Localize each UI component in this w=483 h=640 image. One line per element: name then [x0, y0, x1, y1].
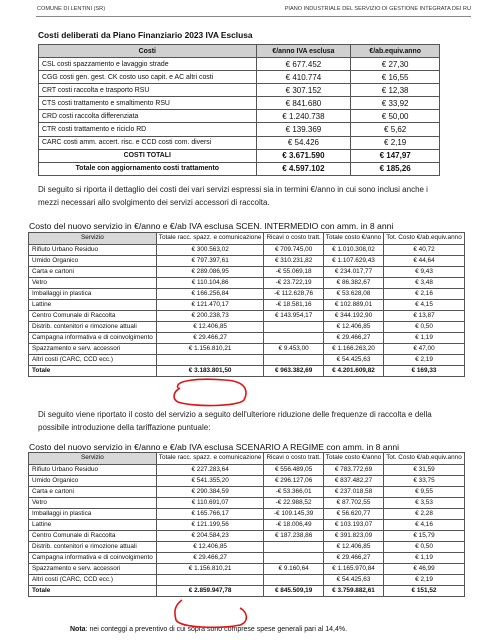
- table-cell: € 0,50: [384, 541, 465, 552]
- table-cell: € 12,38: [351, 84, 440, 97]
- table-row: [29, 508, 465, 519]
- column-header: Tot. Costo €/ab.equiv.anno: [384, 453, 465, 465]
- table-total-row: [39, 149, 440, 162]
- service-name: Campagna informativa e di coinvolgimento: [29, 552, 157, 563]
- table-row: [29, 310, 465, 321]
- cost-label: CARC costi amm. accert. risc. e CCD costi com. diversi: [39, 136, 257, 149]
- table-row: [29, 464, 465, 475]
- table-row: [29, 266, 465, 277]
- table-cell: € 290.384,59: [156, 486, 264, 497]
- table-row: [39, 123, 440, 136]
- table-cell: € 166.256,84: [156, 288, 264, 299]
- service-name: Rifiuto Urbano Residuo: [29, 464, 157, 475]
- table-cell: € 121.199,56: [156, 519, 264, 530]
- total-label: COSTI TOTALI: [39, 149, 257, 162]
- table-row: [39, 97, 440, 110]
- cost-label: CSL costi spazzamento e lavaggio strade: [39, 58, 257, 71]
- table-cell: € 1.240.738: [256, 110, 351, 123]
- table-cell: [156, 354, 264, 365]
- cost-label: CRT costi raccolta e trasporto RSU: [39, 84, 257, 97]
- column-header: Servizio: [29, 233, 157, 245]
- table-cell: € 56.620,77: [323, 508, 383, 519]
- table-total-row: [29, 365, 465, 376]
- table-cell: € 677.452: [256, 58, 351, 71]
- table-cell: [156, 574, 264, 585]
- table-cell: € 2,16: [384, 288, 465, 299]
- table-row: [29, 299, 465, 310]
- footnote-text: : nei conteggi a preventivo di cui sopra sono comprese spese generali pari al 14,4%.: [85, 626, 348, 633]
- table-cell: -€ 22.988,52: [264, 497, 323, 508]
- service-name: Lattine: [29, 299, 157, 310]
- column-header: Tot. Costo €/ab.equiv.anno: [384, 233, 465, 245]
- paragraph-reduction: Di seguito viene riportato il costo del servizio a seguito dell'ulteriore riduzione delle frequenze di raccolta e della possibile introduzione della tariffazione puntuale:: [38, 410, 432, 432]
- column-header: Totale costo €/anno: [323, 453, 383, 465]
- table-cell: € 33,75: [384, 475, 465, 486]
- table1-title: Costi deliberati da Piano Finanziario 2023 IVA Esclusa: [38, 30, 253, 40]
- table-cell: € 12.406,85: [323, 541, 383, 552]
- table-cell: -€ 18.581,16: [264, 299, 323, 310]
- table-cell: € 1.156.810,21: [156, 343, 264, 354]
- table-cell: € 845.509,19: [264, 585, 323, 596]
- table-cell: € 53.628,08: [323, 288, 383, 299]
- table-cell: € 87.702,55: [323, 497, 383, 508]
- header-right: PIANO INDUSTRIALE DEL SERVIZIO DI GESTIONE INTEGRATA DEI RU: [284, 6, 471, 12]
- table-cell: € 15,79: [384, 530, 465, 541]
- table-cell: € 1.156.810,21: [156, 563, 264, 574]
- table-cell: € 12.406,85: [156, 321, 264, 332]
- table-cell: € 9.160,64: [264, 563, 323, 574]
- service-name: Distrib. contenitori e rimozione attuali: [29, 321, 157, 332]
- table-cell: [264, 321, 323, 332]
- table-cell: -€ 53.366,01: [264, 486, 323, 497]
- table-total-row: [29, 585, 465, 596]
- table-cell: € 2.859.947,78: [156, 585, 264, 596]
- table-cell: € 4,15: [384, 299, 465, 310]
- table-cell: € 300.563,02: [156, 244, 264, 255]
- service-name: Carta e cartoni: [29, 486, 157, 497]
- table-cell: € 5,62: [351, 123, 440, 136]
- table-row: [29, 486, 465, 497]
- cost-label: CTS costi trattamento e smaltimento RSU: [39, 97, 257, 110]
- cost-label: CGG costi gen. gest. CK costo uso capit. e AC altri costi: [39, 71, 257, 84]
- table-cell: € 1.165.970,84: [323, 563, 383, 574]
- table-cell: -€ 55.069,18: [264, 266, 323, 277]
- table-cell: € 4.201.609,82: [323, 365, 383, 376]
- service-name: Umido Organico: [29, 475, 157, 486]
- total-label: Totale con aggiornamento costi trattamento: [39, 162, 257, 175]
- column-header: Servizio: [29, 453, 157, 465]
- table-cell: € 1,19: [384, 552, 465, 563]
- total-label: Totale: [29, 365, 157, 376]
- table-cell: € 9.453,00: [264, 343, 323, 354]
- service-name: Centro Comunale di Raccolta: [29, 310, 157, 321]
- table-row: [29, 354, 465, 365]
- table-cell: € 541.355,20: [156, 475, 264, 486]
- table-cell: € 103.193,07: [323, 519, 383, 530]
- table-row: [29, 288, 465, 299]
- table-cell: € 1.010.308,02: [323, 244, 383, 255]
- table-cell: € 143.954,17: [264, 310, 323, 321]
- table-cell: € 1.166.263,20: [323, 343, 383, 354]
- service-name: Altri costi (CARC, CCD ecc.): [29, 574, 157, 585]
- column-header: Totale racc. spazz. e comunicazione: [156, 233, 264, 245]
- table-cell: € 185,26: [351, 162, 440, 175]
- table-cell: € 2,19: [351, 136, 440, 149]
- service-name: Lattine: [29, 519, 157, 530]
- table-cell: € 29.466,27: [156, 332, 264, 343]
- column-header: Totale racc. spazz. e comunicazione: [156, 453, 264, 465]
- column-header: Ricavi o costo tratt.: [264, 233, 323, 245]
- table-cell: € 963.382,69: [264, 365, 323, 376]
- table-row: [29, 541, 465, 552]
- table-cell: € 1,19: [384, 332, 465, 343]
- service-name: Vetro: [29, 277, 157, 288]
- table-row: [29, 563, 465, 574]
- table-cell: € 12.406,85: [323, 321, 383, 332]
- table-cell: -€ 112.628,76: [264, 288, 323, 299]
- table-row: [29, 277, 465, 288]
- table-cell: € 3.671.590: [256, 149, 351, 162]
- table-cell: € 289.086,95: [156, 266, 264, 277]
- service-name: Distrib. contenitori e rimozione attuali: [29, 541, 157, 552]
- table-cell: € 40,72: [384, 244, 465, 255]
- table-cell: [264, 574, 323, 585]
- regime-scenario-table: [28, 452, 465, 597]
- table-cell: € 410.774: [256, 71, 351, 84]
- header-left: COMUNE DI LENTINI (SR): [37, 6, 106, 12]
- cost-label: CRD costi raccolta differenziata: [39, 110, 257, 123]
- table-cell: € 86.382,67: [323, 277, 383, 288]
- table-cell: [264, 552, 323, 563]
- table-cell: € 783.772,69: [323, 464, 383, 475]
- table-row: [39, 110, 440, 123]
- column-header: €/ab.equiv.anno: [351, 45, 440, 58]
- table-cell: € 1.107.629,43: [323, 255, 383, 266]
- table-cell: [264, 541, 323, 552]
- table-row: [29, 497, 465, 508]
- table-cell: € 27,30: [351, 58, 440, 71]
- table-cell: € 110.691,07: [156, 497, 264, 508]
- table-row: [29, 343, 465, 354]
- footnote: [70, 626, 347, 633]
- table-cell: € 391.823,09: [323, 530, 383, 541]
- table-cell: -€ 23.722,19: [264, 277, 323, 288]
- service-name: Rifiuto Urbano Residuo: [29, 244, 157, 255]
- table-row: [29, 244, 465, 255]
- table-cell: € 797.397,61: [156, 255, 264, 266]
- service-name: Imballaggi in plastica: [29, 508, 157, 519]
- table-cell: € 4,16: [384, 519, 465, 530]
- table-cell: -€ 109.145,39: [264, 508, 323, 519]
- table-cell: € 31,59: [384, 464, 465, 475]
- table-cell: € 200.238,73: [156, 310, 264, 321]
- table-header-row: [29, 233, 465, 245]
- total-label: Totale: [29, 585, 157, 596]
- table-cell: € 234.017,77: [323, 266, 383, 277]
- table-cell: € 12.406,85: [156, 541, 264, 552]
- table-cell: € 556.489,05: [264, 464, 323, 475]
- table-cell: € 3.183.801,50: [156, 365, 264, 376]
- table-row: [29, 574, 465, 585]
- table-cell: € 837.482,27: [323, 475, 383, 486]
- table-row: [29, 332, 465, 343]
- table-cell: € 151,52: [384, 585, 465, 596]
- table-cell: € 227.283,64: [156, 464, 264, 475]
- service-name: Centro Comunale di Raccolta: [29, 530, 157, 541]
- table-row: [39, 71, 440, 84]
- table-row: [29, 255, 465, 266]
- table-cell: € 54.425,63: [323, 354, 383, 365]
- column-header: €/anno IVA esclusa: [256, 45, 351, 58]
- table-cell: € 2,28: [384, 508, 465, 519]
- table-cell: € 102.889,01: [323, 299, 383, 310]
- footnote-label: Nota: [70, 626, 86, 633]
- table-cell: € 2,19: [384, 354, 465, 365]
- table3-title: Costo del nuovo servizio in €/anno e €/ab IVA esclusa SCENARIO A REGIME con amm. in 8 anni: [29, 442, 400, 452]
- service-name: Spazzamento e serv. accessori: [29, 343, 157, 354]
- table-cell: € 121.470,17: [156, 299, 264, 310]
- table-cell: € 169,33: [384, 365, 465, 376]
- table-cell: € 237.018,58: [323, 486, 383, 497]
- table-row: [29, 519, 465, 530]
- table-cell: € 29.466,27: [156, 552, 264, 563]
- table-cell: € 0,50: [384, 321, 465, 332]
- table-cell: € 46,99: [384, 563, 465, 574]
- table-header-row: [29, 453, 465, 465]
- table-row: [39, 136, 440, 149]
- table-cell: € 50,00: [351, 110, 440, 123]
- service-name: Carta e cartoni: [29, 266, 157, 277]
- table-cell: € 310.231,82: [264, 255, 323, 266]
- table-cell: € 139.369: [256, 123, 351, 136]
- table-header-row: [39, 45, 440, 58]
- table-cell: € 33,92: [351, 97, 440, 110]
- service-name: Spazzamento e serv. accessori: [29, 563, 157, 574]
- table-cell: € 29.466,27: [323, 332, 383, 343]
- table-cell: -€ 18.006,49: [264, 519, 323, 530]
- table2-title: Costo del nuovo servizio in €/anno e €/ab IVA esclusa SCEN. INTERMEDIO con amm. in 8 anni: [29, 221, 394, 231]
- table-cell: € 54.426: [256, 136, 351, 149]
- table-cell: [264, 332, 323, 343]
- intermediate-scenario-table: [28, 232, 465, 377]
- table-cell: € 344.192,90: [323, 310, 383, 321]
- table-cell: € 47,00: [384, 343, 465, 354]
- column-header: Costi: [39, 45, 257, 58]
- table-cell: € 709.745,00: [264, 244, 323, 255]
- table-row: [29, 321, 465, 332]
- table-cell: € 16,55: [351, 71, 440, 84]
- table-cell: € 13,87: [384, 310, 465, 321]
- table-cell: € 29.466,27: [323, 552, 383, 563]
- table-row: [39, 58, 440, 71]
- table-cell: € 187.238,86: [264, 530, 323, 541]
- column-header: Totale costo €/anno: [323, 233, 383, 245]
- table-cell: € 9,55: [384, 486, 465, 497]
- table-row: [29, 552, 465, 563]
- pef-costs-table: [38, 44, 440, 176]
- table-cell: € 9,43: [384, 266, 465, 277]
- column-header: Ricavi o costo tratt.: [264, 453, 323, 465]
- red-highlight-circle: [170, 378, 250, 408]
- table-row: [39, 84, 440, 97]
- table-cell: € 165.766,17: [156, 508, 264, 519]
- cost-label: CTR costi trattamento e riciclo RD: [39, 123, 257, 136]
- service-name: Vetro: [29, 497, 157, 508]
- table-cell: € 3,48: [384, 277, 465, 288]
- table-cell: € 3.759.882,61: [323, 585, 383, 596]
- table-row: [29, 475, 465, 486]
- table-cell: € 147,97: [351, 149, 440, 162]
- service-name: Campagna informativa e di coinvolgimento: [29, 332, 157, 343]
- table-row: [29, 530, 465, 541]
- paragraph-intro: Di seguito si riporta il dettaglio dei costi dei vari servizi espressi sia in termini €/anno in cui sono inclusi anche i mezzi necessari allo svolgimento dei servizi accessori di raccolta.: [38, 185, 428, 207]
- table-cell: € 841.680: [256, 97, 351, 110]
- header-divider: [36, 16, 471, 17]
- table-cell: € 3,53: [384, 497, 465, 508]
- table-cell: € 307.152: [256, 84, 351, 97]
- table-cell: € 54.425,63: [323, 574, 383, 585]
- table-cell: [264, 354, 323, 365]
- table-cell: € 4.597.102: [256, 162, 351, 175]
- table-cell: € 44,64: [384, 255, 465, 266]
- service-name: Altri costi (CARC, CCD ecc.): [29, 354, 157, 365]
- service-name: Umido Organico: [29, 255, 157, 266]
- table-cell: € 110.104,86: [156, 277, 264, 288]
- table-cell: € 2,19: [384, 574, 465, 585]
- table-total-row: [39, 162, 440, 175]
- service-name: Imballaggi in plastica: [29, 288, 157, 299]
- table-cell: € 204.584,23: [156, 530, 264, 541]
- table-cell: € 296.127,06: [264, 475, 323, 486]
